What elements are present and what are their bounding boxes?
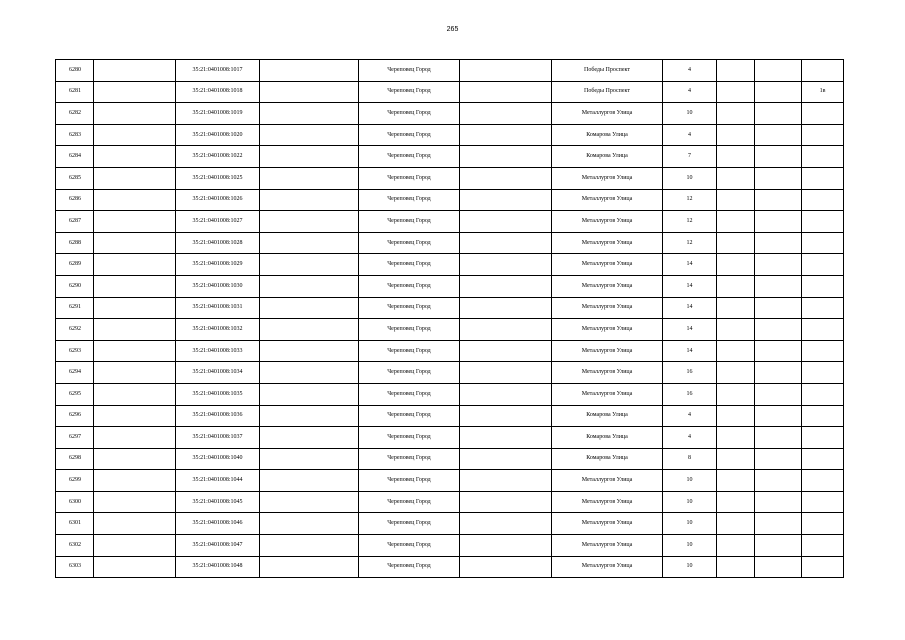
blank-cell: [460, 167, 552, 189]
blank-cell: [260, 383, 359, 405]
city-cell: Череповец Город: [359, 189, 460, 211]
blank-cell: [755, 60, 802, 82]
cadastral-number-cell: 35:21:0401008:1028: [176, 232, 260, 254]
blank-cell: [755, 232, 802, 254]
blank-cell: [717, 275, 755, 297]
building-letter-cell: [802, 427, 844, 449]
cadastral-number-cell: 35:21:0401008:1027: [176, 211, 260, 233]
blank-cell: [460, 124, 552, 146]
city-cell: Череповец Город: [359, 146, 460, 168]
cadastral-number-cell: 35:21:0401008:1048: [176, 556, 260, 578]
blank-cell: [755, 124, 802, 146]
cadastral-number-cell: 35:21:0401008:1018: [176, 81, 260, 103]
blank-cell: [717, 362, 755, 384]
street-cell: Комарова Улица: [552, 146, 663, 168]
house-number-cell: 10: [663, 513, 717, 535]
table-row: [56, 254, 844, 276]
blank-cell: [717, 340, 755, 362]
street-cell: Комарова Улица: [552, 427, 663, 449]
blank-cell: [260, 189, 359, 211]
cadastral-number-cell: 35:21:0401008:1019: [176, 103, 260, 125]
blank-cell: [460, 319, 552, 341]
record-number-cell: 6296: [56, 405, 94, 427]
record-number-cell: 6298: [56, 448, 94, 470]
blank-cell: [717, 535, 755, 557]
blank-cell: [94, 167, 176, 189]
blank-cell: [717, 556, 755, 578]
cadastral-number-cell: 35:21:0401008:1036: [176, 405, 260, 427]
record-number-cell: 6292: [56, 319, 94, 341]
blank-cell: [94, 232, 176, 254]
table-row: [56, 189, 844, 211]
house-number-cell: 14: [663, 297, 717, 319]
blank-cell: [717, 167, 755, 189]
blank-cell: [460, 60, 552, 82]
house-number-cell: 14: [663, 340, 717, 362]
blank-cell: [94, 103, 176, 125]
cadastral-number-cell: 35:21:0401008:1034: [176, 362, 260, 384]
cadastral-number-cell: 35:21:0401008:1033: [176, 340, 260, 362]
blank-cell: [755, 470, 802, 492]
blank-cell: [717, 405, 755, 427]
table-row: [56, 340, 844, 362]
blank-cell: [755, 362, 802, 384]
city-cell: Череповец Город: [359, 254, 460, 276]
house-number-cell: 16: [663, 362, 717, 384]
house-number-cell: 4: [663, 60, 717, 82]
blank-cell: [755, 556, 802, 578]
registry-table: [55, 59, 844, 578]
record-number-cell: 6295: [56, 383, 94, 405]
blank-cell: [260, 167, 359, 189]
record-number-cell: 6286: [56, 189, 94, 211]
blank-cell: [94, 535, 176, 557]
blank-cell: [260, 254, 359, 276]
blank-cell: [94, 319, 176, 341]
blank-cell: [94, 556, 176, 578]
city-cell: Череповец Город: [359, 491, 460, 513]
blank-cell: [460, 535, 552, 557]
building-letter-cell: [802, 513, 844, 535]
building-letter-cell: [802, 60, 844, 82]
cadastral-number-cell: 35:21:0401008:1046: [176, 513, 260, 535]
cadastral-number-cell: 35:21:0401008:1044: [176, 470, 260, 492]
city-cell: Череповец Город: [359, 211, 460, 233]
blank-cell: [755, 254, 802, 276]
building-letter-cell: [802, 146, 844, 168]
record-number-cell: 6302: [56, 535, 94, 557]
city-cell: Череповец Город: [359, 103, 460, 125]
blank-cell: [460, 470, 552, 492]
blank-cell: [260, 362, 359, 384]
blank-cell: [717, 103, 755, 125]
city-cell: Череповец Город: [359, 340, 460, 362]
cadastral-number-cell: 35:21:0401008:1047: [176, 535, 260, 557]
blank-cell: [260, 513, 359, 535]
blank-cell: [717, 427, 755, 449]
city-cell: Череповец Город: [359, 383, 460, 405]
cadastral-number-cell: 35:21:0401008:1040: [176, 448, 260, 470]
street-cell: Комарова Улица: [552, 448, 663, 470]
blank-cell: [755, 146, 802, 168]
blank-cell: [94, 254, 176, 276]
record-number-cell: 6290: [56, 275, 94, 297]
blank-cell: [460, 146, 552, 168]
blank-cell: [94, 211, 176, 233]
blank-cell: [260, 60, 359, 82]
blank-cell: [94, 491, 176, 513]
blank-cell: [755, 535, 802, 557]
blank-cell: [717, 232, 755, 254]
blank-cell: [460, 103, 552, 125]
city-cell: Череповец Город: [359, 167, 460, 189]
table-row: [56, 427, 844, 449]
table-row: [56, 513, 844, 535]
blank-cell: [260, 535, 359, 557]
table-row: [56, 81, 844, 103]
street-cell: Металлургов Улица: [552, 189, 663, 211]
blank-cell: [460, 340, 552, 362]
blank-cell: [260, 448, 359, 470]
blank-cell: [460, 556, 552, 578]
city-cell: Череповец Город: [359, 513, 460, 535]
house-number-cell: 14: [663, 254, 717, 276]
city-cell: Череповец Город: [359, 535, 460, 557]
building-letter-cell: [802, 297, 844, 319]
table-row: [56, 297, 844, 319]
blank-cell: [755, 81, 802, 103]
city-cell: Череповец Город: [359, 362, 460, 384]
table-row: [56, 232, 844, 254]
blank-cell: [260, 340, 359, 362]
blank-cell: [717, 319, 755, 341]
city-cell: Череповец Город: [359, 405, 460, 427]
blank-cell: [460, 211, 552, 233]
house-number-cell: 10: [663, 470, 717, 492]
table-row: [56, 535, 844, 557]
street-cell: Комарова Улица: [552, 405, 663, 427]
street-cell: Металлургов Улица: [552, 254, 663, 276]
house-number-cell: 16: [663, 383, 717, 405]
blank-cell: [460, 427, 552, 449]
house-number-cell: 14: [663, 275, 717, 297]
blank-cell: [460, 383, 552, 405]
table-row: [56, 275, 844, 297]
street-cell: Металлургов Улица: [552, 383, 663, 405]
cadastral-number-cell: 35:21:0401008:1035: [176, 383, 260, 405]
blank-cell: [755, 319, 802, 341]
registry-body: [56, 60, 844, 578]
cadastral-number-cell: 35:21:0401008:1022: [176, 146, 260, 168]
record-number-cell: 6285: [56, 167, 94, 189]
blank-cell: [460, 81, 552, 103]
city-cell: Череповец Город: [359, 232, 460, 254]
blank-cell: [755, 448, 802, 470]
building-letter-cell: [802, 124, 844, 146]
blank-cell: [717, 254, 755, 276]
city-cell: Череповец Город: [359, 427, 460, 449]
blank-cell: [460, 513, 552, 535]
blank-cell: [460, 189, 552, 211]
building-letter-cell: [802, 103, 844, 125]
blank-cell: [94, 146, 176, 168]
record-number-cell: 6297: [56, 427, 94, 449]
blank-cell: [755, 513, 802, 535]
house-number-cell: 10: [663, 103, 717, 125]
blank-cell: [717, 448, 755, 470]
record-number-cell: 6293: [56, 340, 94, 362]
table-row: [56, 491, 844, 513]
building-letter-cell: [802, 211, 844, 233]
blank-cell: [717, 383, 755, 405]
building-letter-cell: [802, 319, 844, 341]
street-cell: Металлургов Улица: [552, 297, 663, 319]
blank-cell: [94, 81, 176, 103]
blank-cell: [260, 211, 359, 233]
table-row: [56, 448, 844, 470]
table-row: [56, 470, 844, 492]
cadastral-number-cell: 35:21:0401008:1017: [176, 60, 260, 82]
record-number-cell: 6291: [56, 297, 94, 319]
blank-cell: [94, 513, 176, 535]
table-row: [56, 124, 844, 146]
cadastral-number-cell: 35:21:0401008:1031: [176, 297, 260, 319]
blank-cell: [755, 297, 802, 319]
record-number-cell: 6299: [56, 470, 94, 492]
blank-cell: [260, 556, 359, 578]
city-cell: Череповец Город: [359, 275, 460, 297]
blank-cell: [460, 275, 552, 297]
cadastral-number-cell: 35:21:0401008:1026: [176, 189, 260, 211]
blank-cell: [460, 448, 552, 470]
building-letter-cell: [802, 254, 844, 276]
blank-cell: [717, 470, 755, 492]
building-letter-cell: [802, 275, 844, 297]
blank-cell: [260, 491, 359, 513]
street-cell: Металлургов Улица: [552, 491, 663, 513]
blank-cell: [755, 211, 802, 233]
blank-cell: [260, 232, 359, 254]
house-number-cell: 10: [663, 167, 717, 189]
blank-cell: [260, 81, 359, 103]
building-letter-cell: [802, 340, 844, 362]
blank-cell: [755, 491, 802, 513]
record-number-cell: 6287: [56, 211, 94, 233]
blank-cell: [755, 427, 802, 449]
record-number-cell: 6283: [56, 124, 94, 146]
city-cell: Череповец Город: [359, 60, 460, 82]
city-cell: Череповец Город: [359, 470, 460, 492]
blank-cell: [755, 167, 802, 189]
building-letter-cell: [802, 167, 844, 189]
blank-cell: [755, 383, 802, 405]
blank-cell: [94, 362, 176, 384]
record-number-cell: 6303: [56, 556, 94, 578]
blank-cell: [260, 124, 359, 146]
cadastral-number-cell: 35:21:0401008:1030: [176, 275, 260, 297]
city-cell: Череповец Город: [359, 81, 460, 103]
cadastral-number-cell: 35:21:0401008:1025: [176, 167, 260, 189]
table-row: [56, 383, 844, 405]
blank-cell: [717, 124, 755, 146]
blank-cell: [94, 470, 176, 492]
blank-cell: [755, 340, 802, 362]
city-cell: Череповец Город: [359, 319, 460, 341]
blank-cell: [460, 254, 552, 276]
house-number-cell: 10: [663, 491, 717, 513]
building-letter-cell: [802, 232, 844, 254]
building-letter-cell: [802, 535, 844, 557]
blank-cell: [260, 427, 359, 449]
street-cell: Металлургов Улица: [552, 470, 663, 492]
table-row: [56, 362, 844, 384]
blank-cell: [717, 189, 755, 211]
record-number-cell: 6301: [56, 513, 94, 535]
city-cell: Череповец Город: [359, 297, 460, 319]
street-cell: Победы Проспект: [552, 60, 663, 82]
table-row: [56, 319, 844, 341]
blank-cell: [755, 405, 802, 427]
blank-cell: [755, 103, 802, 125]
street-cell: Металлургов Улица: [552, 556, 663, 578]
blank-cell: [94, 297, 176, 319]
blank-cell: [260, 319, 359, 341]
house-number-cell: 4: [663, 124, 717, 146]
cadastral-number-cell: 35:21:0401008:1037: [176, 427, 260, 449]
street-cell: Металлургов Улица: [552, 211, 663, 233]
record-number-cell: 6288: [56, 232, 94, 254]
blank-cell: [460, 297, 552, 319]
house-number-cell: 7: [663, 146, 717, 168]
blank-cell: [94, 383, 176, 405]
table-row: [56, 60, 844, 82]
city-cell: Череповец Город: [359, 448, 460, 470]
street-cell: Металлургов Улица: [552, 513, 663, 535]
house-number-cell: 4: [663, 427, 717, 449]
blank-cell: [94, 275, 176, 297]
record-number-cell: 6300: [56, 491, 94, 513]
blank-cell: [717, 211, 755, 233]
city-cell: Череповец Город: [359, 556, 460, 578]
blank-cell: [717, 81, 755, 103]
blank-cell: [94, 448, 176, 470]
cadastral-number-cell: 35:21:0401008:1045: [176, 491, 260, 513]
blank-cell: [717, 297, 755, 319]
blank-cell: [94, 405, 176, 427]
house-number-cell: 10: [663, 556, 717, 578]
street-cell: Металлургов Улица: [552, 167, 663, 189]
cadastral-number-cell: 35:21:0401008:1032: [176, 319, 260, 341]
blank-cell: [260, 275, 359, 297]
record-number-cell: 6281: [56, 81, 94, 103]
table-row: [56, 146, 844, 168]
record-number-cell: 6289: [56, 254, 94, 276]
record-number-cell: 6294: [56, 362, 94, 384]
blank-cell: [94, 60, 176, 82]
building-letter-cell: [802, 383, 844, 405]
cadastral-number-cell: 35:21:0401008:1029: [176, 254, 260, 276]
street-cell: Металлургов Улица: [552, 275, 663, 297]
record-number-cell: 6284: [56, 146, 94, 168]
blank-cell: [460, 405, 552, 427]
record-number-cell: 6282: [56, 103, 94, 125]
blank-cell: [460, 491, 552, 513]
street-cell: Победы Проспект: [552, 81, 663, 103]
house-number-cell: 12: [663, 211, 717, 233]
blank-cell: [260, 405, 359, 427]
blank-cell: [460, 362, 552, 384]
building-letter-cell: [802, 362, 844, 384]
cadastral-number-cell: 35:21:0401008:1020: [176, 124, 260, 146]
blank-cell: [260, 146, 359, 168]
house-number-cell: 12: [663, 189, 717, 211]
street-cell: Металлургов Улица: [552, 103, 663, 125]
blank-cell: [717, 513, 755, 535]
blank-cell: [260, 103, 359, 125]
table-row: [56, 103, 844, 125]
building-letter-cell: [802, 470, 844, 492]
building-letter-cell: [802, 405, 844, 427]
street-cell: Металлургов Улица: [552, 362, 663, 384]
table-row: [56, 405, 844, 427]
house-number-cell: 12: [663, 232, 717, 254]
blank-cell: [460, 232, 552, 254]
street-cell: Металлургов Улица: [552, 340, 663, 362]
street-cell: Комарова Улица: [552, 124, 663, 146]
house-number-cell: 4: [663, 81, 717, 103]
blank-cell: [717, 146, 755, 168]
house-number-cell: 14: [663, 319, 717, 341]
street-cell: Металлургов Улица: [552, 535, 663, 557]
record-number-cell: 6280: [56, 60, 94, 82]
table-row: [56, 167, 844, 189]
street-cell: Металлургов Улица: [552, 232, 663, 254]
blank-cell: [94, 340, 176, 362]
building-letter-cell: [802, 448, 844, 470]
blank-cell: [94, 124, 176, 146]
blank-cell: [94, 427, 176, 449]
table-row: [56, 211, 844, 233]
house-number-cell: 8: [663, 448, 717, 470]
blank-cell: [94, 189, 176, 211]
blank-cell: [755, 189, 802, 211]
blank-cell: [717, 491, 755, 513]
city-cell: Череповец Город: [359, 124, 460, 146]
table-row: [56, 556, 844, 578]
house-number-cell: 4: [663, 405, 717, 427]
page-number: 265: [446, 26, 459, 33]
street-cell: Металлургов Улица: [552, 319, 663, 341]
blank-cell: [717, 60, 755, 82]
building-letter-cell: 1в: [802, 81, 844, 103]
building-letter-cell: [802, 556, 844, 578]
blank-cell: [755, 275, 802, 297]
blank-cell: [260, 297, 359, 319]
building-letter-cell: [802, 189, 844, 211]
blank-cell: [260, 470, 359, 492]
house-number-cell: 10: [663, 535, 717, 557]
building-letter-cell: [802, 491, 844, 513]
